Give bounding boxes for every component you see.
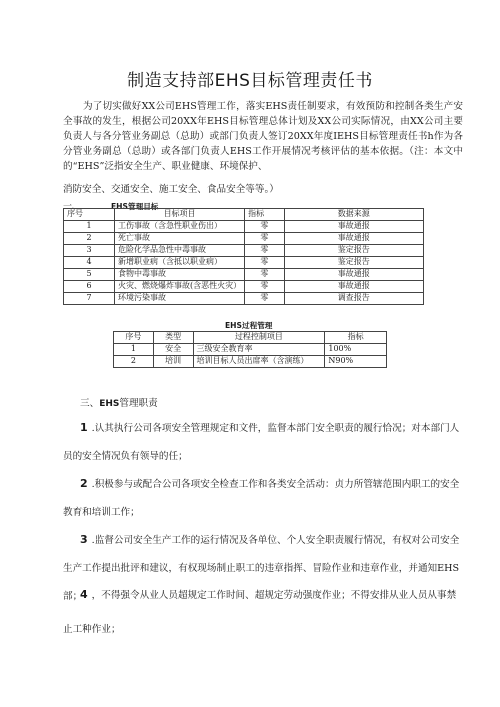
column-header: 目标项目 bbox=[115, 209, 245, 221]
section-1-title: EHS管理目标 bbox=[111, 202, 159, 211]
table-row bbox=[64, 293, 424, 305]
duty-item-number: 1 bbox=[80, 421, 88, 434]
table-cell: 鉴定报告 bbox=[284, 245, 423, 257]
table-row bbox=[64, 281, 424, 293]
column-header: 过程控制项目 bbox=[193, 332, 325, 344]
table-cell: 事故通报 bbox=[284, 233, 423, 245]
column-header: 类型 bbox=[153, 332, 193, 344]
duty-item-number: 3 bbox=[80, 533, 88, 546]
column-header: 指标 bbox=[245, 209, 284, 221]
duty-item-text: .认其执行公司各项安全管理规定和文件，监督本部门安全职责的履行恰况；对本部门人员的安全情况负有领导的任； bbox=[63, 423, 460, 462]
table-cell: N90% bbox=[325, 356, 387, 368]
table-cell: 零 bbox=[245, 257, 284, 269]
duty-item-number: 4 bbox=[80, 588, 88, 601]
table-row bbox=[114, 356, 387, 368]
table-cell: 新增职业病（含抵以职业病） bbox=[115, 257, 245, 269]
table-cell: 培训目标人员出席率（含演练） bbox=[193, 356, 325, 368]
table-cell: 事故通报 bbox=[284, 221, 423, 233]
ehs-target-table bbox=[63, 208, 424, 305]
table-cell: 火灾、燃烧爆炸事故(含恶性火灾） bbox=[115, 281, 245, 293]
table-cell: 3 bbox=[64, 245, 115, 257]
table-row bbox=[114, 344, 387, 356]
section-3-heading bbox=[80, 395, 158, 409]
table-cell: 危险化学品急性中毒事故 bbox=[115, 245, 245, 257]
duty-item-1 bbox=[63, 414, 463, 471]
table-cell: 三级安全教育率 bbox=[193, 344, 325, 356]
duty-item-text: .监督公司安全生产工作的运行情况及各单位、个人安全职责履行情况，有权对公司安全生产工作提出批评和建议，有权现场制止职工的违章指挥、冒险作业和违章作业，并通知EHS部； bbox=[63, 535, 460, 602]
table-cell: 食物中毒事故 bbox=[115, 269, 245, 281]
table-cell: 2 bbox=[114, 356, 154, 368]
column-header: 序号 bbox=[64, 209, 115, 221]
table-cell: 零 bbox=[245, 221, 284, 233]
table-cell: 零 bbox=[245, 233, 284, 245]
table-row bbox=[64, 269, 424, 281]
table-cell: 零 bbox=[245, 281, 284, 293]
table-cell: 零 bbox=[245, 293, 284, 305]
column-header: 序号 bbox=[114, 332, 154, 344]
table-row bbox=[64, 233, 424, 245]
column-header: 数据来源 bbox=[284, 209, 423, 221]
ehs-process-table bbox=[113, 331, 387, 368]
table-cell: 1 bbox=[114, 344, 154, 356]
table-row bbox=[64, 245, 424, 257]
column-header: 指标 bbox=[325, 332, 387, 344]
process-table-caption: EHS过程管理 bbox=[225, 321, 273, 330]
table-cell: 4 bbox=[64, 257, 115, 269]
table-cell: 鉴定报告 bbox=[284, 257, 423, 269]
table-row bbox=[64, 257, 424, 269]
table-cell: 零 bbox=[245, 245, 284, 257]
duty-item-2 bbox=[63, 470, 463, 527]
duty-item-text: ，不得强令从业人员超规定工作时间、超规定劳动强度作业；不得安排从业人员从事禁止工种作业； bbox=[63, 590, 457, 635]
table-cell: 6 bbox=[64, 281, 115, 293]
section-3-title: 管理职责 bbox=[119, 398, 158, 409]
table-cell: 死亡事故 bbox=[115, 233, 245, 245]
table-cell: 事故通报 bbox=[284, 281, 423, 293]
table-cell: 安全 bbox=[153, 344, 193, 356]
table-cell: 事故通报 bbox=[284, 269, 423, 281]
section-1-number: 一、 bbox=[63, 202, 82, 212]
table-cell: 7 bbox=[64, 293, 115, 305]
table-cell: 1 bbox=[64, 221, 115, 233]
intro-paragraph-continued: 消防安全、交通安全、施工安全、食品安全等等。） bbox=[63, 184, 279, 195]
table-cell: 100% bbox=[325, 344, 387, 356]
table-header-row bbox=[114, 332, 387, 344]
document-title: 制造支持部EHS目标管理责任书 bbox=[127, 71, 373, 91]
table-cell: 2 bbox=[64, 233, 115, 245]
duty-item-number: 2 bbox=[80, 477, 88, 490]
duty-item-4 bbox=[63, 578, 463, 647]
section-3-prefix: 三、 bbox=[80, 398, 100, 409]
intro-paragraph: 为了切实做好XX公司EHS管理工作，落实EHS责任制要求，有效预防和控制各类生产安全事故的发生，根据公司20XX年EHS目标管理总体计划及XX公司实际情况，由XX公司主要负责人与各分管业务副总（总助）或部门负责人签订20XX年度IEHS目标管理责任书h作为各分管业务副总（总助）或各部门负责人EHS工作开展情况考核评估的基本依据。（注：本文中的“EHS”泛指安全生产、职业健康、环境保护、 bbox=[63, 101, 463, 172]
table-header-row bbox=[64, 209, 424, 221]
table-row bbox=[64, 221, 424, 233]
table-cell: 环境污染事故 bbox=[115, 293, 245, 305]
table-cell: 工伤事故（含急性职业伤出） bbox=[115, 221, 245, 233]
table-cell: 调查报告 bbox=[284, 293, 423, 305]
duty-item-text: .积极参与或配合公司各项安全检查工作和各类安全活动：贞力所管辖范围内职工的安全教育和培训工作； bbox=[63, 479, 460, 518]
table-cell: 5 bbox=[64, 269, 115, 281]
section-3-ehs: EHS bbox=[99, 399, 120, 409]
table-cell: 培训 bbox=[153, 356, 193, 368]
table-cell: 零 bbox=[245, 269, 284, 281]
